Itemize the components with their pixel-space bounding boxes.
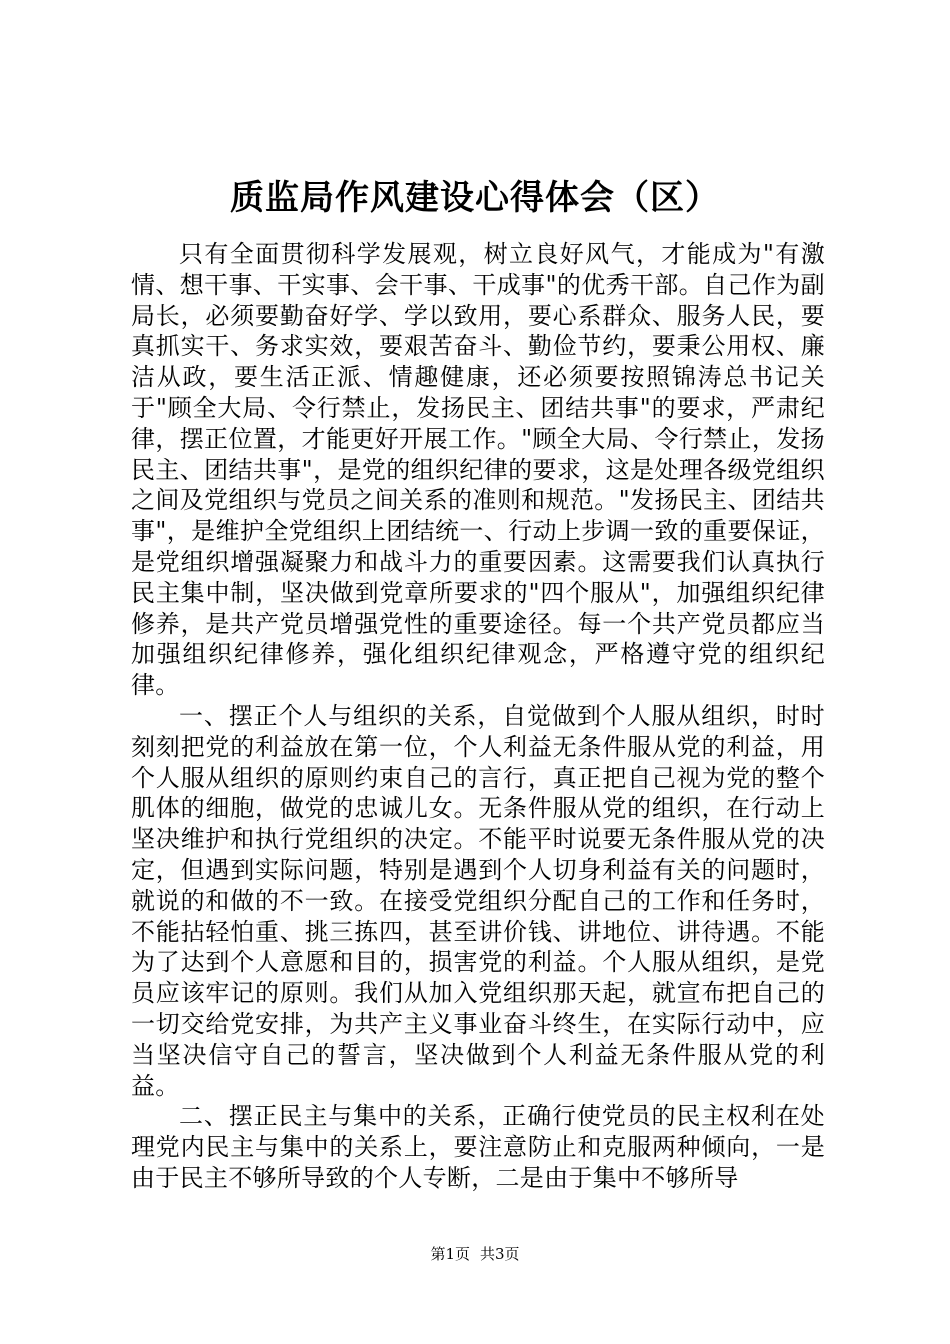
document-body	[131, 239, 825, 1194]
paragraph-intro: 只有全面贯彻科学发展观，树立良好风气，才能成为"有激情、想干事、干实事、会干事、干成事"的优秀干部。自己作为副局长，必须要勤奋好学、学以致用，要心系群众、服务人民，要真抓实干、务求实效，要艰苦奋斗、勤俭节约，要秉公用权、廉洁从政，要生活正派、情趣健康，还必须要按照锦涛总书记关于"顾全大局、令行禁止，发扬民主、团结共事"的要求，严肃纪律，摆正位置，才能更好开展工作。"顾全大局、令行禁止，发扬民主、团结共事"，是党的组织纪律的要求，这是处理各级党组织之间及党组织与党员之间关系的准则和规范。"发扬民主、团结共事"，是维护全党组织上团结统一、行动上步调一致的重要保证，是党组织增强凝聚力和战斗力的重要因素。这需要我们认真执行民主集中制，坚决做到党章所要求的"四个服从"，加强组织纪律修养，是共产党员增强党性的重要途径。每一个共产党员都应当加强组织纪律修养，强化组织纪律观念，严格遵守党的组织纪律。	[131, 240, 825, 700]
page-total: 共3页	[480, 1245, 520, 1263]
document-title: 质监局作风建设心得体会（区）	[230, 178, 720, 218]
page-footer	[0, 1244, 950, 1264]
paragraph-section-2: 二、摆正民主与集中的关系，正确行使党员的民主权利在处理党内民主与集中的关系上，要注意防止和克服两种倾向，一是由于民主不够所导致的个人专断，二是由于集中不够所导	[131, 1102, 825, 1192]
paragraph-section-1: 一、摆正个人与组织的关系，自觉做到个人服从组织，时时刻刻把党的利益放在第一位，个人利益无条件服从党的利益，用个人服从组织的原则约束自己的言行，真正把自己视为党的整个肌体的细胞，做党的忠诚儿女。无条件服从党的组织，在行动上坚决维护和执行党组织的决定。不能平时说要无条件服从党的决定，但遇到实际问题，特别是遇到个人切身利益有关的问题时，就说的和做的不一致。在接受党组织分配自己的工作和任务时，不能拈轻怕重、挑三拣四，甚至讲价钱、讲地位、讲待遇。不能为了达到个人意愿和目的，损害党的利益。个人服从组织，是党员应该牢记的原则。我们从加入党组织那天起，就宣布把自己的一切交给党安排，为共产主义事业奋斗终生，在实际行动中，应当坚决信守自己的誓言，坚决做到个人利益无条件服从党的利益。	[131, 701, 825, 1100]
page-number: 第1页	[430, 1245, 470, 1263]
